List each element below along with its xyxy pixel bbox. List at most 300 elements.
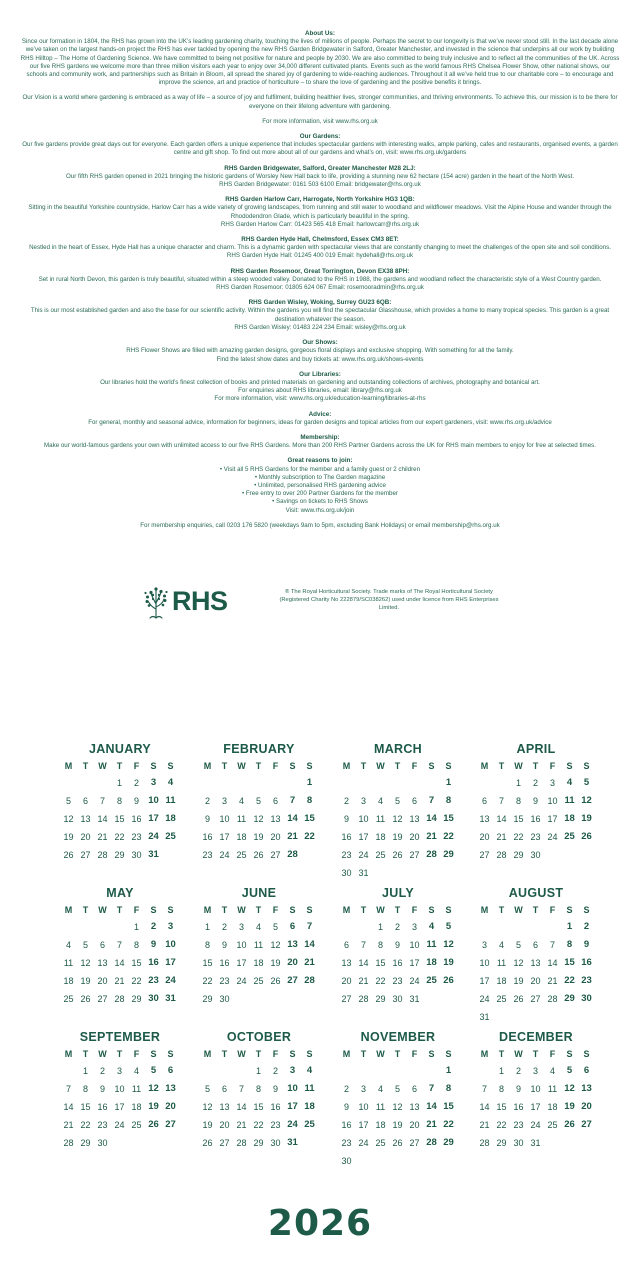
day-cell: 10	[547, 796, 558, 806]
weekday-label: S	[306, 1049, 313, 1059]
week-row	[476, 810, 596, 828]
month-name: DECEMBER	[499, 1030, 573, 1044]
empty-cell	[355, 774, 372, 792]
day-cell: 15	[80, 1102, 91, 1112]
weekday-label: M	[480, 905, 489, 915]
weekday-label: S	[566, 1049, 573, 1059]
enquiries-line: For membership enquiries, call 0203 176 5820 (weekdays 9am to 5pm, excluding Bank Holidays) or email membership@rhs.org.uk	[140, 521, 500, 529]
weekday-label: T	[498, 761, 505, 771]
day-cell: 5	[82, 940, 88, 950]
empty-cell	[60, 918, 77, 936]
day-cell: 14	[426, 1101, 437, 1112]
empty-cell	[493, 918, 510, 936]
empty-cell	[423, 864, 440, 882]
day-cell: 24	[236, 976, 247, 986]
day-cell: 7	[289, 795, 296, 806]
day-cell: 6	[167, 1065, 174, 1076]
day-cell: 11	[547, 1084, 558, 1094]
calendar-year: 2026	[267, 1203, 373, 1244]
day-cell: 25	[236, 850, 247, 860]
day-cell: 30	[341, 1156, 352, 1166]
empty-cell	[372, 774, 389, 792]
day-cell: 3	[150, 777, 157, 788]
day-cell: 26	[392, 1138, 403, 1148]
weekday-label: S	[428, 905, 435, 915]
day-cell: 20	[165, 1101, 176, 1112]
day-cell: 14	[97, 814, 108, 824]
weekday-label: F	[411, 1049, 418, 1059]
membership-section	[20, 434, 620, 450]
weekday-label: F	[133, 905, 140, 915]
weekday-label: M	[64, 761, 73, 771]
weekday-label: T	[116, 761, 123, 771]
day-cell: 31	[148, 849, 159, 860]
weekday-label: T	[116, 905, 123, 915]
day-cell: 2	[515, 1066, 521, 1076]
day-cell: 13	[80, 814, 91, 824]
weekday-label: W	[514, 761, 523, 771]
weekday-label: F	[549, 1049, 556, 1059]
day-cell: 28	[287, 849, 298, 860]
day-cell: 1	[116, 778, 122, 788]
empty-cell	[527, 918, 544, 936]
weekday-label: W	[376, 1049, 385, 1059]
empty-cell	[111, 1134, 128, 1152]
day-cell: 16	[270, 1102, 281, 1112]
gardens-section	[20, 133, 620, 158]
day-cell: 10	[479, 958, 490, 968]
weekday-label: W	[376, 905, 385, 915]
day-cell: 27	[341, 994, 352, 1004]
week-row	[338, 990, 458, 1008]
weekday-label: F	[272, 905, 279, 915]
day-cell: 9	[343, 814, 349, 824]
day-cell: 10	[114, 1084, 125, 1094]
day-cell: 13	[287, 939, 298, 950]
garden-desc: Sitting in the beautiful Yorkshire countryside, Harlow Carr has a wide variety of growing landscapes, from running and still water to woodland and wildflower meadows. Visit the Alpine House and wander through the Rhododendron Glade, which is particularly beautiful in the spring.	[28, 204, 612, 220]
day-cell: 26	[564, 1119, 575, 1130]
day-cell: 26	[63, 850, 74, 860]
day-cell: 28	[426, 1137, 437, 1148]
week-row	[338, 1080, 458, 1098]
weekday-label: W	[237, 905, 246, 915]
day-cell: 9	[515, 1084, 521, 1094]
month-may	[60, 884, 180, 1008]
day-cell: 27	[80, 850, 91, 860]
week-row	[476, 918, 596, 936]
garden-name: RHS Garden Rosemoor, Great Torrington, Devon EX38 8PH:	[230, 267, 410, 275]
day-cell: 25	[547, 1120, 558, 1130]
week-row	[199, 792, 319, 810]
weekday-label: T	[82, 761, 89, 771]
day-cell: 18	[63, 976, 74, 986]
day-cell: 17	[236, 958, 247, 968]
empty-cell	[233, 1062, 250, 1080]
vision-paragraph: Our Vision is a world where gardening is embraced as a way of life – a source of joy and fulfilment, building healthier lives, stronger communities, and thriving environments. To achieve this, our mission is to be there for everyone on their lifelong adventure with gardening.	[22, 94, 618, 110]
day-cell: 17	[219, 832, 230, 842]
month-name: APRIL	[516, 742, 556, 756]
day-cell: 28	[304, 975, 315, 986]
day-cell: 5	[566, 1065, 573, 1076]
day-cell: 24	[358, 1138, 369, 1148]
day-cell: 24	[148, 831, 159, 842]
day-cell: 30	[530, 850, 541, 860]
day-cell: 4	[377, 796, 383, 806]
day-cell: 7	[549, 940, 555, 950]
empty-cell	[199, 1062, 216, 1080]
day-cell: 6	[272, 796, 278, 806]
weekday-label: M	[203, 905, 212, 915]
day-cell: 12	[63, 814, 74, 824]
day-cell: 8	[306, 795, 313, 806]
day-cell: 8	[204, 940, 210, 950]
day-cell: 30	[219, 994, 230, 1004]
day-cell: 23	[219, 976, 230, 986]
day-cell: 9	[133, 796, 139, 806]
day-cell: 13	[530, 958, 541, 968]
day-cell: 24	[409, 976, 420, 986]
weekday-label: S	[583, 1049, 590, 1059]
membership-heading: Membership:	[300, 433, 340, 441]
info-text-block	[20, 30, 620, 537]
day-cell: 13	[219, 1102, 230, 1112]
day-cell: 24	[547, 832, 558, 842]
month-june	[199, 884, 319, 1008]
libraries-heading: Our Libraries:	[299, 370, 341, 378]
day-cell: 4	[65, 940, 71, 950]
empty-cell	[284, 990, 301, 1008]
day-cell: 16	[131, 814, 142, 824]
week-row	[60, 954, 180, 972]
weekday-header-row	[60, 902, 180, 918]
day-cell: 16	[341, 832, 352, 842]
day-cell: 21	[479, 1120, 490, 1130]
garden-contact: RHS Garden Rosemoor: 01805 624 067 Email: rosemooradmin@rhs.org.uk	[216, 284, 424, 292]
week-row	[60, 1134, 180, 1152]
day-cell: 8	[255, 1084, 261, 1094]
week-row	[199, 846, 319, 864]
day-cell: 1	[255, 1066, 261, 1076]
day-cell: 15	[253, 1102, 264, 1112]
week-row	[338, 792, 458, 810]
empty-cell	[162, 846, 179, 864]
day-cell: 30	[131, 850, 142, 860]
weekday-label: T	[221, 761, 228, 771]
day-cell: 28	[426, 849, 437, 860]
weekday-label: M	[203, 1049, 212, 1059]
day-cell: 6	[481, 796, 487, 806]
empty-cell	[162, 1134, 179, 1152]
day-cell: 31	[530, 1138, 541, 1148]
weekday-label: S	[428, 761, 435, 771]
day-cell: 11	[236, 814, 247, 824]
empty-cell	[544, 1008, 561, 1026]
weekday-label: T	[532, 761, 539, 771]
day-cell: 4	[133, 1066, 139, 1076]
join-link: Visit: www.rhs.org.uk/join	[285, 506, 355, 514]
day-cell: 15	[114, 814, 125, 824]
day-cell: 6	[221, 1084, 227, 1094]
day-cell: 8	[445, 1083, 452, 1094]
weekday-label: S	[583, 905, 590, 915]
empty-cell	[199, 774, 216, 792]
weekday-label: W	[98, 761, 107, 771]
garden-contact: RHS Garden Bridgewater: 0161 503 6100 Email: bridgewater@rhs.org.uk	[219, 181, 421, 189]
weekday-label: F	[549, 905, 556, 915]
month-name: AUGUST	[508, 886, 564, 900]
garden-harlow-carr	[20, 196, 620, 229]
libraries-line: For enquiries about RHS libraries, email: library@rhs.org.uk	[238, 387, 402, 395]
day-cell: 5	[204, 1084, 210, 1094]
empty-cell	[250, 990, 267, 1008]
day-cell: 23	[530, 832, 541, 842]
empty-cell	[476, 774, 493, 792]
day-cell: 5	[394, 1084, 400, 1094]
day-cell: 17	[479, 976, 490, 986]
day-cell: 29	[202, 994, 213, 1004]
day-cell: 17	[165, 957, 176, 968]
day-cell: 28	[236, 1138, 247, 1148]
day-cell: 1	[445, 777, 452, 788]
month-september	[60, 1028, 180, 1152]
weekday-label: S	[445, 1049, 452, 1059]
weekday-label: M	[480, 1049, 489, 1059]
day-cell: 23	[97, 1120, 108, 1130]
garden-desc: Our fifth RHS garden opened in 2021 bringing the historic gardens of Worsley New Hall back to life, providing a stunning new 62 hectare (154 acre) garden in the heart of the North West.	[65, 172, 575, 180]
day-cell: 31	[479, 1012, 490, 1022]
day-cell: 22	[443, 1119, 454, 1130]
day-cell: 14	[496, 814, 507, 824]
weekday-label: T	[498, 1049, 505, 1059]
day-cell: 25	[63, 994, 74, 1004]
empty-cell	[338, 774, 355, 792]
empty-cell	[493, 774, 510, 792]
empty-cell	[493, 1008, 510, 1026]
week-row	[476, 774, 596, 792]
weekday-label: S	[306, 905, 313, 915]
day-cell: 19	[392, 1120, 403, 1130]
weekday-header-row	[476, 902, 596, 918]
week-row	[338, 846, 458, 864]
week-row	[476, 1008, 596, 1026]
week-row	[60, 1080, 180, 1098]
day-cell: 2	[343, 1084, 349, 1094]
day-cell: 21	[426, 831, 437, 842]
day-cell: 6	[289, 921, 296, 932]
weekday-header-row	[338, 902, 458, 918]
day-cell: 11	[496, 958, 507, 968]
garden-desc: This is our most established garden and also the base for our scientific activity. Within the gardens you will find the spectacular Glasshouse, which provides a home to many tropical species. This garden is a great destination whatever the season.	[30, 307, 610, 323]
day-cell: 21	[358, 976, 369, 986]
day-cell: 1	[133, 922, 139, 932]
tree-icon	[142, 585, 170, 619]
day-cell: 28	[114, 994, 125, 1004]
weekday-label: T	[360, 761, 367, 771]
week-row	[199, 972, 319, 990]
day-cell: 20	[581, 1101, 592, 1112]
day-cell: 9	[532, 796, 538, 806]
shows-section	[20, 339, 620, 364]
day-cell: 7	[99, 796, 105, 806]
day-cell: 25	[564, 831, 575, 842]
day-cell: 1	[566, 921, 573, 932]
week-row	[199, 1062, 319, 1080]
week-row	[476, 828, 596, 846]
day-cell: 13	[270, 814, 281, 824]
day-cell: 16	[219, 958, 230, 968]
day-cell: 27	[479, 850, 490, 860]
day-cell: 12	[148, 1083, 159, 1094]
day-cell: 1	[515, 778, 521, 788]
empty-cell	[355, 918, 372, 936]
weekday-label: T	[394, 905, 401, 915]
day-cell: 12	[202, 1102, 213, 1112]
week-row	[476, 990, 596, 1008]
day-cell: 15	[443, 813, 454, 824]
day-cell: 29	[131, 994, 142, 1004]
week-row	[476, 1134, 596, 1152]
day-cell: 16	[513, 1102, 524, 1112]
day-cell: 6	[532, 940, 538, 950]
day-cell: 14	[236, 1102, 247, 1112]
day-cell: 7	[238, 1084, 244, 1094]
empty-cell	[216, 1062, 233, 1080]
day-cell: 19	[63, 832, 74, 842]
weekday-label: T	[82, 1049, 89, 1059]
day-cell: 15	[443, 1101, 454, 1112]
empty-cell	[406, 864, 423, 882]
week-row	[338, 1152, 458, 1170]
day-cell: 16	[202, 832, 213, 842]
day-cell: 18	[131, 1102, 142, 1112]
reason-item: • Monthly subscription to The Garden magazine	[254, 473, 386, 481]
day-cell: 9	[583, 939, 590, 950]
day-cell: 27	[409, 850, 420, 860]
day-cell: 23	[270, 1120, 281, 1130]
week-row	[338, 954, 458, 972]
day-cell: 14	[304, 939, 315, 950]
day-cell: 21	[97, 832, 108, 842]
weekday-header-row	[199, 902, 319, 918]
weekday-header-row	[476, 758, 596, 774]
day-cell: 10	[409, 940, 420, 950]
day-cell: 12	[581, 795, 592, 806]
weekday-header-row	[476, 1046, 596, 1062]
day-cell: 18	[564, 813, 575, 824]
day-cell: 22	[202, 976, 213, 986]
empty-cell	[77, 918, 94, 936]
about-paragraph: Since our formation in 1804, the RHS has grown into the UK’s leading gardening charity, touching the lives of millions of people. Perhaps the secret to our longevity is that we’ve never stood still. In the last decade alone we’ve taken on the largest hands-on project the RHS has ever tackled by opening the new RHS Garden Bridgewater in Salford, Greater Manchester, and invested in the science that underpins all our work by building RHS Hilltop – The Home of Gardening Science. We have committed to being net positive for nature and people by 2030. We are also committed to being truly inclusive and to reflect all the communities of the UK. Across our five RHS gardens we welcome more than three million visitors each year to enjoy over 34,000 different cultivated plants. Events such as the world famous RHS Chelsea Flower Show, other national shows, our schools and community work, and partnerships such as Britain in Bloom, all spread the shared joy of gardening to wide-reaching audiences. Throughout it all we’ve held true to our charitable core – to encourage and improve the science, art and practice of horticulture – to share the love of gardening and the positive benefits it brings.	[20, 38, 620, 87]
day-cell: 31	[358, 868, 369, 878]
day-cell: 5	[583, 777, 590, 788]
day-cell: 22	[443, 831, 454, 842]
day-cell: 22	[131, 976, 142, 986]
day-cell: 8	[566, 939, 573, 950]
week-row	[60, 828, 180, 846]
empty-cell	[77, 774, 94, 792]
week-row	[60, 1098, 180, 1116]
day-cell: 2	[532, 778, 538, 788]
empty-cell	[406, 1062, 423, 1080]
week-row	[338, 774, 458, 792]
day-cell: 1	[204, 922, 210, 932]
weekday-label: T	[255, 905, 262, 915]
month-name: MARCH	[373, 742, 423, 756]
day-cell: 2	[394, 922, 400, 932]
garden-desc: Nestled in the heart of Essex, Hyde Hall has a unique character and charm. This is a dynamic garden with spectacular views that are constantly changing to meet the challenges of the open site and soil conditions.	[29, 244, 611, 252]
day-cell: 27	[270, 850, 281, 860]
day-cell: 26	[80, 994, 91, 1004]
week-row	[60, 810, 180, 828]
empty-cell	[578, 1134, 595, 1152]
month-november	[338, 1028, 458, 1170]
day-cell: 18	[304, 1101, 315, 1112]
day-cell: 18	[375, 1120, 386, 1130]
gardens-heading: Our Gardens:	[299, 133, 341, 141]
day-cell: 5	[65, 796, 71, 806]
day-cell: 14	[287, 813, 298, 824]
empty-cell	[284, 774, 301, 792]
day-cell: 2	[204, 796, 210, 806]
day-cell: 25	[496, 994, 507, 1004]
week-row	[60, 846, 180, 864]
week-row	[338, 1116, 458, 1134]
day-cell: 17	[358, 832, 369, 842]
weekday-label: F	[133, 1049, 140, 1059]
day-cell: 26	[513, 994, 524, 1004]
day-cell: 11	[165, 795, 176, 806]
day-cell: 25	[253, 976, 264, 986]
day-cell: 4	[549, 1066, 555, 1076]
empty-cell	[544, 1134, 561, 1152]
day-cell: 23	[581, 975, 592, 986]
day-cell: 21	[236, 1120, 247, 1130]
empty-cell	[406, 774, 423, 792]
day-cell: 26	[253, 850, 264, 860]
empty-cell	[111, 918, 128, 936]
weekday-label: W	[514, 905, 523, 915]
day-cell: 31	[287, 1137, 298, 1148]
day-cell: 10	[165, 939, 176, 950]
weekday-header-row	[60, 1046, 180, 1062]
day-cell: 27	[530, 994, 541, 1004]
month-february	[199, 740, 319, 864]
day-cell: 18	[165, 813, 176, 824]
logo-row	[140, 585, 500, 621]
empty-cell	[423, 1152, 440, 1170]
empty-cell	[389, 1152, 406, 1170]
day-cell: 21	[547, 976, 558, 986]
day-cell: 11	[253, 940, 264, 950]
day-cell: 6	[411, 796, 417, 806]
day-cell: 25	[165, 831, 176, 842]
day-cell: 20	[409, 832, 420, 842]
day-cell: 27	[409, 1138, 420, 1148]
empty-cell	[60, 1062, 77, 1080]
day-cell: 21	[426, 1119, 437, 1130]
gardens-intro: Our five gardens provide great days out for everyone. Each garden offers a unique experience that includes spectacular gardens with interesting walks, ample parking, cafes and restaurants, organised events, a garden centre and gift shop. To find out more about all of our gardens and what’s on, visit: www.rhs.org.uk/gardens	[22, 141, 618, 157]
day-cell: 26	[392, 850, 403, 860]
empty-cell	[94, 918, 111, 936]
month-january	[60, 740, 180, 864]
week-row	[199, 1134, 319, 1152]
day-cell: 12	[392, 1102, 403, 1112]
week-row	[338, 810, 458, 828]
week-row	[476, 972, 596, 990]
garden-wisley	[20, 299, 620, 332]
empty-cell	[267, 990, 284, 1008]
week-row	[60, 972, 180, 990]
